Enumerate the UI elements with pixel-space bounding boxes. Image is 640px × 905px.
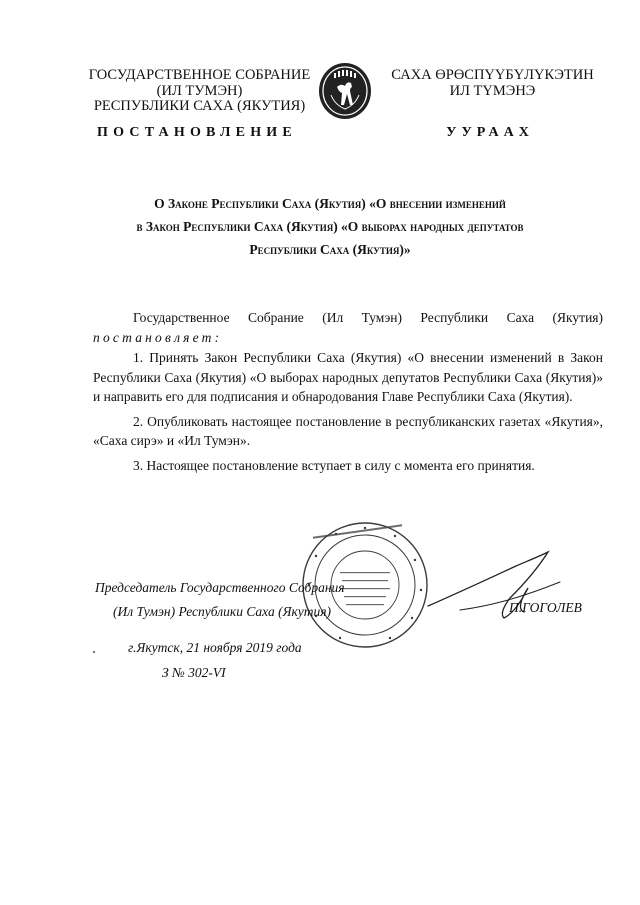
title-line-2: в Закон Республики Саха (Якутия) «О выборах народных депутатов bbox=[136, 219, 524, 234]
signer-role-line-1: Председатель Государственного Собрания bbox=[95, 580, 345, 595]
place-and-date: г.Якутск, 21 ноября 2019 года bbox=[128, 640, 302, 655]
document-title bbox=[100, 192, 560, 261]
body-postanovlyaet: постановляет: bbox=[93, 329, 223, 345]
header-right-block bbox=[380, 68, 605, 99]
document-body bbox=[93, 308, 603, 480]
signer-role bbox=[95, 576, 345, 624]
signer-name: П.ГОГОЛЕВ bbox=[509, 600, 582, 615]
body-paragraph-3: 3. Настоящее постановление вступает в силу с момента его принятия. bbox=[133, 457, 535, 473]
doc-type-uuraah: УУРААХ bbox=[446, 125, 534, 140]
body-intro: Государственное Собрание (Ил Тумэн) Республики Саха (Якутия) bbox=[133, 310, 603, 325]
margin-mark bbox=[93, 651, 95, 653]
body-paragraph-2: 2. Опубликовать настоящее постановление в республиканских газетах «Якутия», «Саха сирэ» и «Ил Тумэн». bbox=[93, 413, 603, 448]
signer-role-line-2: (Ил Тумэн) Республики Саха (Якутия) bbox=[113, 604, 332, 619]
header-left-line-2: (ИЛ ТУМЭН) bbox=[156, 82, 243, 99]
header-right-line-2: ИЛ ТҮМЭНЭ bbox=[449, 82, 536, 99]
handwritten-signature-icon bbox=[420, 548, 570, 628]
registration-number: З № 302-VI bbox=[162, 665, 226, 680]
title-line-1: О Законе Республики Саха (Якутия) «О внесении изменений bbox=[154, 196, 506, 211]
header-right-line-1: САХА ӨРӨСПҮҮБҮЛҮКЭТИН bbox=[391, 67, 594, 83]
header-left-line-1: ГОСУДАРСТВЕННОЕ СОБРАНИЕ bbox=[88, 67, 311, 83]
title-line-3: Республики Саха (Якутия)» bbox=[249, 242, 411, 257]
header-left-block bbox=[82, 68, 317, 115]
body-paragraph-1: 1. Принять Закон Республики Саха (Якутия) «О внесении изменений в Закон Республики Саха (Якутия) «О выборах народных депутатов Республики Саха (Якутия)» и направить его для подписания и обнародования Главе Республики Саха (Якутия). bbox=[93, 350, 603, 404]
emblem-sakha-icon bbox=[317, 61, 373, 121]
header-left-line-3: РЕСПУБЛИКИ САХА (ЯКУТИЯ) bbox=[93, 98, 306, 114]
doc-type-postanovlenie: ПОСТАНОВЛЕНИЕ bbox=[97, 125, 297, 140]
